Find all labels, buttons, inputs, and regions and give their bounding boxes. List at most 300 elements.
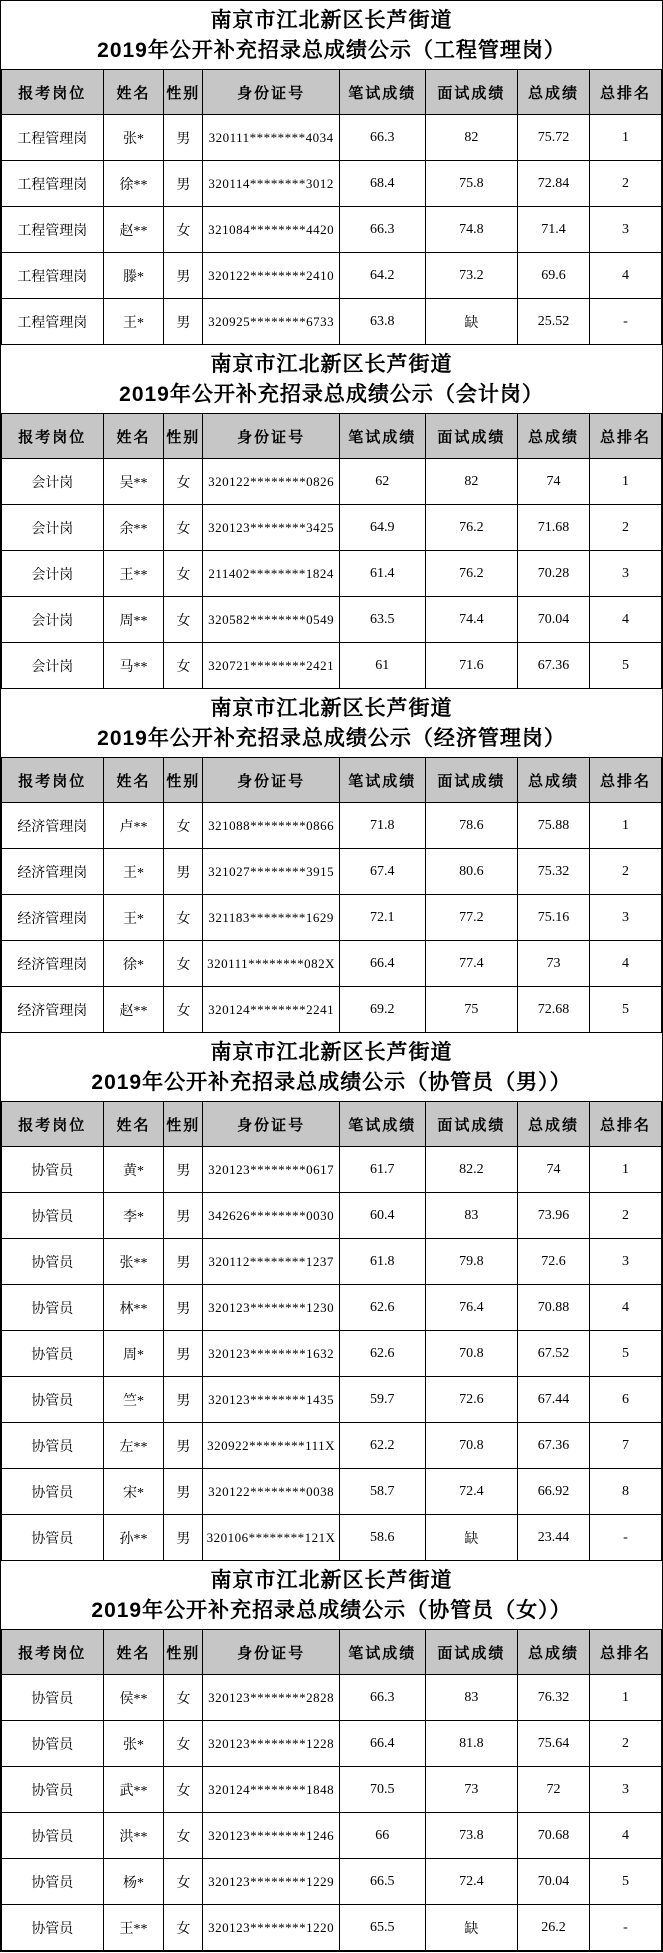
cell-total-score: 25.52 — [518, 299, 590, 345]
cell-written-score: 68.4 — [339, 161, 425, 207]
cell-position: 协管员 — [2, 1721, 104, 1767]
cell-interview-score: 81.8 — [425, 1721, 517, 1767]
cell-total-score: 70.04 — [518, 597, 590, 643]
table-header-row — [2, 758, 662, 803]
cell-interview-score: 77.4 — [425, 941, 517, 987]
cell-position: 协管员 — [2, 1813, 104, 1859]
score-section — [1, 1, 662, 345]
cell-idnum: 320123********1229 — [203, 1859, 340, 1905]
cell-total-score: 72 — [518, 1767, 590, 1813]
table-row — [2, 1469, 662, 1515]
cell-total-score: 71.4 — [518, 207, 590, 253]
cell-interview-score: 82 — [425, 459, 517, 505]
cell-idnum: 320925********6733 — [203, 299, 340, 345]
cell-gender: 女 — [164, 1905, 203, 1951]
cell-position: 协管员 — [2, 1377, 104, 1423]
cell-gender: 男 — [164, 1147, 203, 1193]
table-row — [2, 459, 662, 505]
cell-interview-score: 73.2 — [425, 253, 517, 299]
column-header-total-score: 总成绩 — [518, 414, 590, 459]
cell-interview-score: 80.6 — [425, 849, 517, 895]
cell-position: 协管员 — [2, 1859, 104, 1905]
score-table — [1, 1101, 662, 1561]
cell-name: 王** — [103, 551, 164, 597]
cell-interview-score: 72.4 — [425, 1859, 517, 1905]
cell-written-score: 66.3 — [339, 207, 425, 253]
column-header-idnum: 身份证号 — [203, 70, 340, 115]
cell-rank: 1 — [590, 459, 662, 505]
cell-written-score: 67.4 — [339, 849, 425, 895]
cell-position: 工程管理岗 — [2, 115, 104, 161]
cell-rank: 2 — [590, 505, 662, 551]
cell-gender: 男 — [164, 1193, 203, 1239]
table-row — [2, 1147, 662, 1193]
cell-position: 工程管理岗 — [2, 161, 104, 207]
cell-position: 会计岗 — [2, 597, 104, 643]
section-title-line2: 2019年公开补充招录总成绩公示（会计岗） — [119, 383, 544, 406]
cell-written-score: 61.7 — [339, 1147, 425, 1193]
cell-idnum: 320922********111X — [203, 1423, 340, 1469]
cell-idnum: 320111********4034 — [203, 115, 340, 161]
column-header-rank: 总排名 — [590, 414, 662, 459]
table-row — [2, 1331, 662, 1377]
cell-total-score: 76.32 — [518, 1675, 590, 1721]
column-header-name: 姓名 — [103, 414, 164, 459]
cell-name: 黄* — [103, 1147, 164, 1193]
score-section — [1, 1561, 662, 1951]
cell-name: 马** — [103, 643, 164, 689]
table-header-row — [2, 414, 662, 459]
cell-written-score: 63.5 — [339, 597, 425, 643]
cell-rank: - — [590, 1515, 662, 1561]
cell-position: 经济管理岗 — [2, 849, 104, 895]
cell-name: 竺* — [103, 1377, 164, 1423]
cell-idnum: 321027********3915 — [203, 849, 340, 895]
column-header-interview-score: 面试成绩 — [425, 1630, 517, 1675]
cell-gender: 女 — [164, 895, 203, 941]
cell-position: 协管员 — [2, 1193, 104, 1239]
cell-gender: 女 — [164, 505, 203, 551]
cell-written-score: 69.2 — [339, 987, 425, 1033]
cell-written-score: 66.4 — [339, 1721, 425, 1767]
cell-total-score: 67.44 — [518, 1377, 590, 1423]
cell-rank: 1 — [590, 115, 662, 161]
cell-total-score: 70.68 — [518, 1813, 590, 1859]
cell-total-score: 72.84 — [518, 161, 590, 207]
cell-total-score: 72.6 — [518, 1239, 590, 1285]
cell-interview-score: 74.4 — [425, 597, 517, 643]
section-title — [1, 345, 662, 413]
column-header-interview-score: 面试成绩 — [425, 1102, 517, 1147]
table-row — [2, 1377, 662, 1423]
cell-idnum: 320123********1246 — [203, 1813, 340, 1859]
cell-idnum: 320123********1230 — [203, 1285, 340, 1331]
cell-rank: 3 — [590, 1767, 662, 1813]
cell-name: 张** — [103, 1239, 164, 1285]
section-title — [1, 1, 662, 69]
cell-idnum: 320123********1220 — [203, 1905, 340, 1951]
column-header-written-score: 笔试成绩 — [339, 414, 425, 459]
cell-total-score: 75.64 — [518, 1721, 590, 1767]
cell-position: 协管员 — [2, 1423, 104, 1469]
cell-gender: 女 — [164, 1767, 203, 1813]
cell-name: 赵** — [103, 207, 164, 253]
cell-total-score: 70.28 — [518, 551, 590, 597]
column-header-position: 报考岗位 — [2, 414, 104, 459]
section-title-line2: 2019年公开补充招录总成绩公示（协管员（男）） — [91, 1071, 572, 1094]
cell-interview-score: 82 — [425, 115, 517, 161]
cell-idnum: 320123********2828 — [203, 1675, 340, 1721]
score-section — [1, 689, 662, 1033]
column-header-idnum: 身份证号 — [203, 414, 340, 459]
cell-position: 会计岗 — [2, 551, 104, 597]
column-header-name: 姓名 — [103, 1102, 164, 1147]
table-row — [2, 1423, 662, 1469]
table-row — [2, 299, 662, 345]
column-header-gender: 性别 — [164, 70, 203, 115]
cell-rank: 2 — [590, 1193, 662, 1239]
cell-rank: 8 — [590, 1469, 662, 1515]
cell-idnum: 320123********1228 — [203, 1721, 340, 1767]
table-header-row — [2, 1630, 662, 1675]
cell-total-score: 75.88 — [518, 803, 590, 849]
cell-position: 协管员 — [2, 1147, 104, 1193]
cell-interview-score: 75.8 — [425, 161, 517, 207]
column-header-total-score: 总成绩 — [518, 70, 590, 115]
cell-written-score: 72.1 — [339, 895, 425, 941]
column-header-name: 姓名 — [103, 1630, 164, 1675]
column-header-written-score: 笔试成绩 — [339, 758, 425, 803]
cell-gender: 男 — [164, 161, 203, 207]
table-row — [2, 597, 662, 643]
cell-gender: 男 — [164, 1331, 203, 1377]
cell-written-score: 61 — [339, 643, 425, 689]
cell-idnum: 320123********0617 — [203, 1147, 340, 1193]
cell-written-score: 62 — [339, 459, 425, 505]
column-header-written-score: 笔试成绩 — [339, 1630, 425, 1675]
cell-written-score: 59.7 — [339, 1377, 425, 1423]
cell-interview-score: 70.8 — [425, 1423, 517, 1469]
column-header-position: 报考岗位 — [2, 758, 104, 803]
cell-gender: 女 — [164, 941, 203, 987]
cell-position: 协管员 — [2, 1285, 104, 1331]
cell-total-score: 75.16 — [518, 895, 590, 941]
cell-name: 徐** — [103, 161, 164, 207]
cell-gender: 男 — [164, 115, 203, 161]
cell-total-score: 70.88 — [518, 1285, 590, 1331]
cell-idnum: 321084********4420 — [203, 207, 340, 253]
score-section — [1, 345, 662, 689]
cell-total-score: 67.36 — [518, 643, 590, 689]
cell-idnum: 321088********0866 — [203, 803, 340, 849]
cell-gender: 女 — [164, 459, 203, 505]
table-row — [2, 1721, 662, 1767]
cell-gender: 女 — [164, 551, 203, 597]
table-row — [2, 1859, 662, 1905]
cell-gender: 男 — [164, 1423, 203, 1469]
cell-name: 王* — [103, 299, 164, 345]
cell-gender: 男 — [164, 253, 203, 299]
cell-name: 洪** — [103, 1813, 164, 1859]
cell-rank: 5 — [590, 643, 662, 689]
cell-name: 滕* — [103, 253, 164, 299]
table-row — [2, 1239, 662, 1285]
column-header-interview-score: 面试成绩 — [425, 70, 517, 115]
cell-position: 协管员 — [2, 1515, 104, 1561]
cell-name: 赵** — [103, 987, 164, 1033]
cell-name: 武** — [103, 1767, 164, 1813]
cell-position: 经济管理岗 — [2, 803, 104, 849]
cell-rank: 4 — [590, 597, 662, 643]
cell-position: 工程管理岗 — [2, 207, 104, 253]
column-header-total-score: 总成绩 — [518, 1102, 590, 1147]
cell-rank: 6 — [590, 1377, 662, 1423]
cell-gender: 男 — [164, 1515, 203, 1561]
cell-position: 协管员 — [2, 1767, 104, 1813]
cell-written-score: 61.4 — [339, 551, 425, 597]
cell-position: 会计岗 — [2, 459, 104, 505]
cell-written-score: 65.5 — [339, 1905, 425, 1951]
cell-position: 经济管理岗 — [2, 895, 104, 941]
section-title — [1, 1561, 662, 1629]
score-table — [1, 413, 662, 689]
cell-idnum: 320721********2421 — [203, 643, 340, 689]
score-table — [1, 69, 662, 345]
section-title-line1: 南京市江北新区长芦街道 — [210, 9, 453, 32]
cell-name: 侯** — [103, 1675, 164, 1721]
cell-position: 协管员 — [2, 1675, 104, 1721]
table-row — [2, 1813, 662, 1859]
cell-gender: 男 — [164, 1239, 203, 1285]
cell-idnum: 320123********3425 — [203, 505, 340, 551]
cell-rank: 4 — [590, 253, 662, 299]
cell-rank: 1 — [590, 803, 662, 849]
cell-rank: 3 — [590, 895, 662, 941]
section-title-line1: 南京市江北新区长芦街道 — [210, 1569, 453, 1592]
cell-name: 杨* — [103, 1859, 164, 1905]
cell-rank: 3 — [590, 207, 662, 253]
table-row — [2, 849, 662, 895]
cell-interview-score: 缺 — [425, 1905, 517, 1951]
cell-idnum: 320124********2241 — [203, 987, 340, 1033]
cell-rank: 4 — [590, 941, 662, 987]
column-header-rank: 总排名 — [590, 758, 662, 803]
column-header-name: 姓名 — [103, 70, 164, 115]
table-row — [2, 987, 662, 1033]
cell-written-score: 66.5 — [339, 1859, 425, 1905]
cell-total-score: 67.36 — [518, 1423, 590, 1469]
table-row — [2, 895, 662, 941]
column-header-idnum: 身份证号 — [203, 1102, 340, 1147]
cell-name: 张* — [103, 1721, 164, 1767]
cell-rank: 4 — [590, 1813, 662, 1859]
cell-total-score: 66.92 — [518, 1469, 590, 1515]
cell-interview-score: 82.2 — [425, 1147, 517, 1193]
cell-rank: 5 — [590, 987, 662, 1033]
table-row — [2, 551, 662, 597]
cell-idnum: 320122********0038 — [203, 1469, 340, 1515]
cell-name: 徐* — [103, 941, 164, 987]
cell-interview-score: 72.6 — [425, 1377, 517, 1423]
cell-interview-score: 77.2 — [425, 895, 517, 941]
cell-written-score: 71.8 — [339, 803, 425, 849]
cell-gender: 女 — [164, 1859, 203, 1905]
cell-position: 工程管理岗 — [2, 299, 104, 345]
cell-total-score: 73.96 — [518, 1193, 590, 1239]
cell-idnum: 211402********1824 — [203, 551, 340, 597]
table-header-row — [2, 70, 662, 115]
cell-written-score: 64.9 — [339, 505, 425, 551]
cell-name: 卢** — [103, 803, 164, 849]
cell-total-score: 75.72 — [518, 115, 590, 161]
cell-idnum: 320112********1237 — [203, 1239, 340, 1285]
column-header-position: 报考岗位 — [2, 1630, 104, 1675]
table-row — [2, 1767, 662, 1813]
cell-position: 协管员 — [2, 1239, 104, 1285]
cell-name: 张* — [103, 115, 164, 161]
cell-name: 王* — [103, 849, 164, 895]
cell-total-score: 74 — [518, 1147, 590, 1193]
cell-gender: 女 — [164, 1721, 203, 1767]
cell-interview-score: 74.8 — [425, 207, 517, 253]
cell-gender: 男 — [164, 1377, 203, 1423]
table-row — [2, 1515, 662, 1561]
cell-total-score: 23.44 — [518, 1515, 590, 1561]
column-header-gender: 性别 — [164, 1630, 203, 1675]
section-title-line1: 南京市江北新区长芦街道 — [210, 697, 453, 720]
score-table — [1, 1629, 662, 1951]
column-header-position: 报考岗位 — [2, 70, 104, 115]
cell-gender: 女 — [164, 1813, 203, 1859]
column-header-written-score: 笔试成绩 — [339, 1102, 425, 1147]
cell-interview-score: 76.4 — [425, 1285, 517, 1331]
column-header-interview-score: 面试成绩 — [425, 414, 517, 459]
column-header-idnum: 身份证号 — [203, 1630, 340, 1675]
cell-total-score: 69.6 — [518, 253, 590, 299]
cell-gender: 男 — [164, 1469, 203, 1515]
cell-rank: - — [590, 299, 662, 345]
column-header-total-score: 总成绩 — [518, 758, 590, 803]
column-header-rank: 总排名 — [590, 1102, 662, 1147]
cell-gender: 女 — [164, 597, 203, 643]
table-row — [2, 115, 662, 161]
column-header-gender: 性别 — [164, 414, 203, 459]
cell-interview-score: 71.6 — [425, 643, 517, 689]
cell-gender: 男 — [164, 1285, 203, 1331]
table-row — [2, 1193, 662, 1239]
cell-idnum: 320124********1848 — [203, 1767, 340, 1813]
cell-gender: 女 — [164, 803, 203, 849]
cell-interview-score: 78.6 — [425, 803, 517, 849]
column-header-gender: 性别 — [164, 758, 203, 803]
cell-name: 左** — [103, 1423, 164, 1469]
table-header-row — [2, 1102, 662, 1147]
table-row — [2, 941, 662, 987]
cell-written-score: 66 — [339, 1813, 425, 1859]
column-header-gender: 性别 — [164, 1102, 203, 1147]
cell-name: 周* — [103, 1331, 164, 1377]
cell-name: 林** — [103, 1285, 164, 1331]
cell-written-score: 61.8 — [339, 1239, 425, 1285]
cell-written-score: 66.3 — [339, 115, 425, 161]
cell-written-score: 64.2 — [339, 253, 425, 299]
cell-gender: 女 — [164, 207, 203, 253]
cell-idnum: 320122********0826 — [203, 459, 340, 505]
cell-total-score: 74 — [518, 459, 590, 505]
table-row — [2, 1285, 662, 1331]
cell-written-score: 58.7 — [339, 1469, 425, 1515]
cell-written-score: 60.4 — [339, 1193, 425, 1239]
score-section — [1, 1033, 662, 1561]
cell-rank: 3 — [590, 551, 662, 597]
cell-written-score: 62.2 — [339, 1423, 425, 1469]
cell-interview-score: 70.8 — [425, 1331, 517, 1377]
cell-interview-score: 75 — [425, 987, 517, 1033]
table-row — [2, 1905, 662, 1951]
section-title-line1: 南京市江北新区长芦街道 — [210, 353, 453, 376]
cell-interview-score: 73 — [425, 1767, 517, 1813]
column-header-position: 报考岗位 — [2, 1102, 104, 1147]
cell-interview-score: 83 — [425, 1675, 517, 1721]
cell-name: 宋* — [103, 1469, 164, 1515]
column-header-idnum: 身份证号 — [203, 758, 340, 803]
table-row — [2, 1675, 662, 1721]
cell-position: 会计岗 — [2, 643, 104, 689]
column-header-rank: 总排名 — [590, 70, 662, 115]
cell-idnum: 320114********3012 — [203, 161, 340, 207]
section-title-line2: 2019年公开补充招录总成绩公示（协管员（女）） — [91, 1599, 572, 1622]
cell-idnum: 320122********2410 — [203, 253, 340, 299]
cell-gender: 男 — [164, 849, 203, 895]
table-row — [2, 643, 662, 689]
cell-total-score: 26.2 — [518, 1905, 590, 1951]
cell-interview-score: 83 — [425, 1193, 517, 1239]
cell-total-score: 71.68 — [518, 505, 590, 551]
cell-idnum: 342626********0030 — [203, 1193, 340, 1239]
cell-interview-score: 79.8 — [425, 1239, 517, 1285]
section-title — [1, 1033, 662, 1101]
cell-position: 工程管理岗 — [2, 253, 104, 299]
cell-idnum: 320123********1435 — [203, 1377, 340, 1423]
cell-rank: - — [590, 1905, 662, 1951]
table-row — [2, 207, 662, 253]
table-row — [2, 505, 662, 551]
cell-rank: 1 — [590, 1675, 662, 1721]
cell-rank: 1 — [590, 1147, 662, 1193]
cell-name: 余** — [103, 505, 164, 551]
cell-position: 经济管理岗 — [2, 941, 104, 987]
cell-name: 吴** — [103, 459, 164, 505]
cell-interview-score: 缺 — [425, 299, 517, 345]
section-title-line2: 2019年公开补充招录总成绩公示（工程管理岗） — [97, 39, 566, 62]
cell-position: 协管员 — [2, 1905, 104, 1951]
column-header-total-score: 总成绩 — [518, 1630, 590, 1675]
table-row — [2, 803, 662, 849]
cell-written-score: 66.3 — [339, 1675, 425, 1721]
cell-total-score: 70.04 — [518, 1859, 590, 1905]
cell-rank: 5 — [590, 1859, 662, 1905]
cell-rank: 3 — [590, 1239, 662, 1285]
cell-rank: 2 — [590, 161, 662, 207]
cell-position: 协管员 — [2, 1469, 104, 1515]
cell-idnum: 320123********1632 — [203, 1331, 340, 1377]
column-header-rank: 总排名 — [590, 1630, 662, 1675]
column-header-interview-score: 面试成绩 — [425, 758, 517, 803]
cell-interview-score: 76.2 — [425, 505, 517, 551]
score-table — [1, 757, 662, 1033]
cell-name: 孙** — [103, 1515, 164, 1561]
cell-name: 李* — [103, 1193, 164, 1239]
